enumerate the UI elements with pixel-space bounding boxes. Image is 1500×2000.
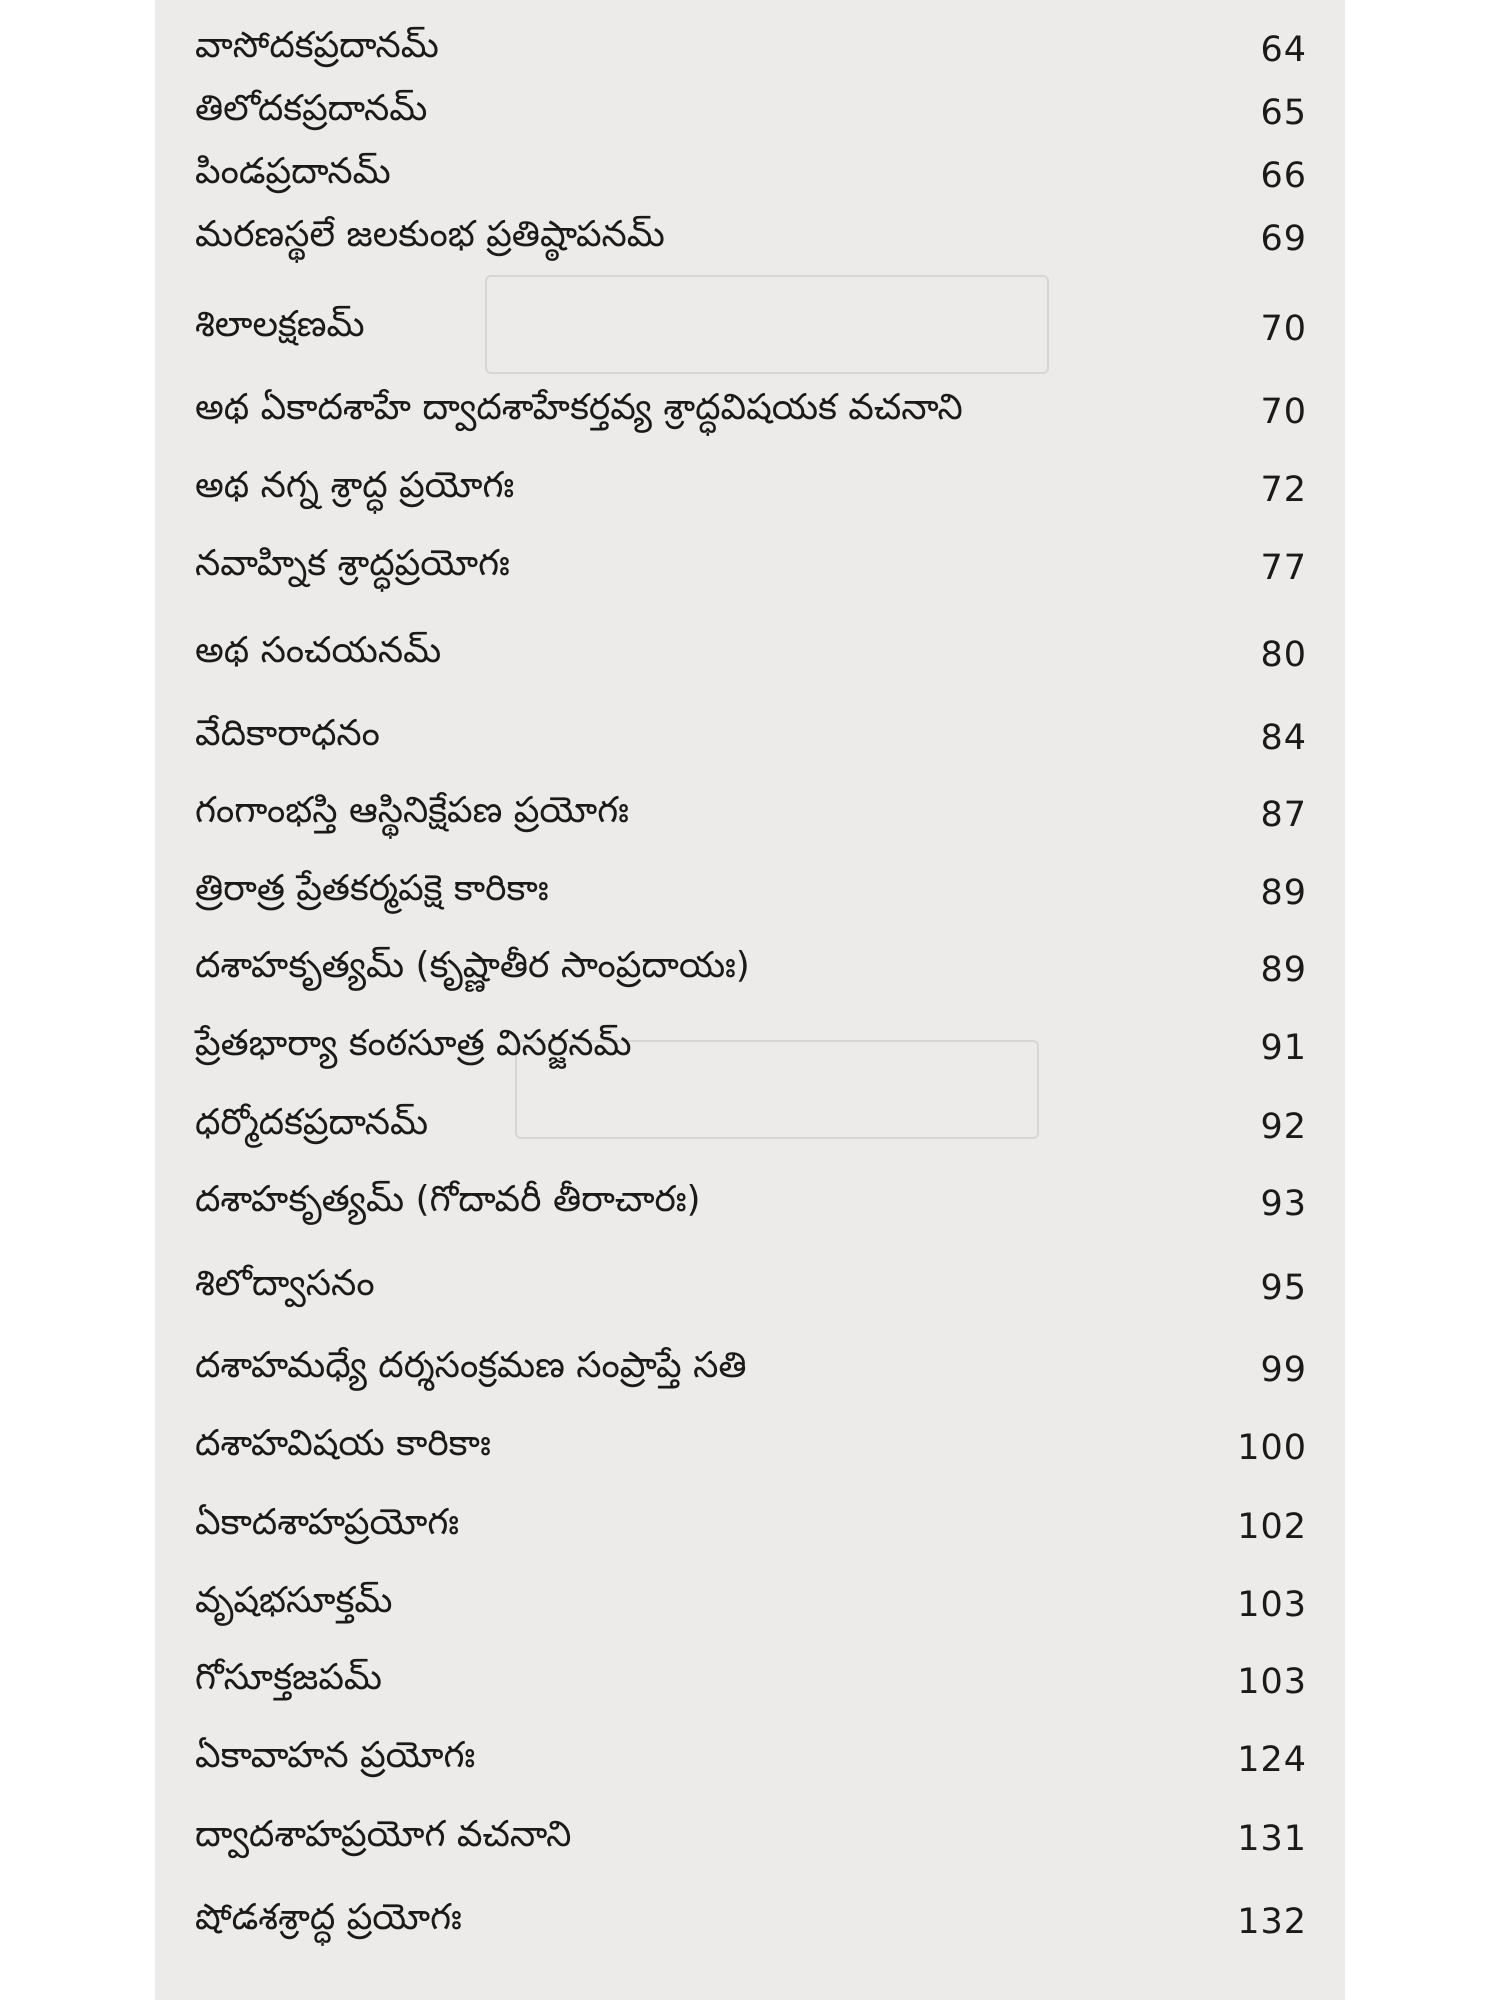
book-page: [155, 0, 1345, 2000]
toc-entry: [195, 1575, 1307, 1635]
toc-entry-page-number: 84: [1260, 718, 1307, 758]
toc-entry: [195, 1097, 1307, 1157]
toc-entry-page-number: 131: [1237, 1819, 1307, 1859]
toc-entry-page-number: 93: [1260, 1184, 1307, 1224]
toc-entry-title: దశాహమధ్యే దర్శసంక్రమణ సంప్రాప్తే సతి: [195, 1345, 747, 1386]
toc-entry: [195, 460, 1307, 520]
toc-entry-title: ఏకాదశాహప్రయోగః: [195, 1502, 460, 1543]
toc-entry: [195, 1892, 1307, 1952]
toc-entry: [195, 1258, 1307, 1318]
toc-entry: [195, 1730, 1307, 1790]
toc-entry: [195, 146, 1307, 206]
toc-entry-page-number: 95: [1260, 1268, 1307, 1308]
toc-entry-page-number: 124: [1237, 1740, 1307, 1780]
toc-entry-page-number: 77: [1260, 548, 1307, 588]
toc-entry-title: అథ ఏకాదశాహే ద్వాదశాహేకర్తవ్య శ్రాద్ధవిషయక వచనాని: [195, 387, 963, 428]
toc-entry: [195, 1340, 1307, 1400]
toc-entry: [195, 209, 1307, 269]
toc-entry-page-number: 89: [1260, 950, 1307, 990]
toc-entry: [195, 1809, 1307, 1869]
toc-entry: [195, 20, 1307, 80]
toc-entry-page-number: 72: [1260, 470, 1307, 510]
toc-entry-title: అథ సంచయనమ్: [195, 630, 442, 671]
toc-entry-title: ప్రేతభార్యా కంఠసూత్ర విసర్జనమ్: [195, 1023, 632, 1064]
toc-entry-title: వేదికారాధనం: [195, 713, 380, 754]
toc-entry-title: దశాహవిషయ కారికాః: [195, 1423, 491, 1464]
toc-entry-title: పిండప్రదానమ్: [195, 151, 391, 192]
toc-entry-page-number: 69: [1260, 219, 1307, 259]
toc-entry-title: ఏకావాహన ప్రయోగః: [195, 1735, 476, 1776]
toc-entry-page-number: 132: [1237, 1902, 1307, 1942]
toc-entry-title: తిలోదకప్రదానమ్: [195, 88, 428, 129]
toc-entry-page-number: 92: [1260, 1107, 1307, 1147]
toc-entry: [195, 1418, 1307, 1478]
toc-entry: [195, 625, 1307, 685]
toc-entry-title: శిలోద్వాసనం: [195, 1263, 375, 1304]
toc-entry-title: దశాహకృత్యమ్ (కృష్ణాతీర సాంప్రదాయః): [195, 945, 750, 986]
toc-entry-page-number: 103: [1237, 1585, 1307, 1625]
toc-entry-title: మరణస్థలే జలకుంభ ప్రతిష్ఠాపనమ్: [195, 214, 665, 255]
toc-entry-page-number: 103: [1237, 1662, 1307, 1702]
toc-entry-page-number: 100: [1237, 1428, 1307, 1468]
toc-entry: [195, 1174, 1307, 1234]
toc-entry-title: ద్వాదశాహప్రయోగ వచనాని: [195, 1814, 572, 1855]
toc-entry-page-number: 64: [1260, 30, 1307, 70]
toc-entry-page-number: 66: [1260, 156, 1307, 196]
toc-entry-title: దశాహకృత్యమ్ (గోదావరీ తీరాచారః): [195, 1179, 701, 1220]
toc-entry-title: గోసూక్తజపమ్: [195, 1657, 383, 1698]
toc-entry-title: త్రిరాత్ర ప్రేతకర్మపక్షె కారికాః: [195, 868, 549, 909]
toc-entry: [195, 863, 1307, 923]
toc-entry-page-number: 89: [1260, 873, 1307, 913]
toc-entry: [195, 382, 1307, 442]
toc-entry-title: ధర్మోదకప్రదానమ్: [195, 1102, 429, 1143]
toc-entry: [195, 538, 1307, 598]
toc-entry-page-number: 102: [1237, 1507, 1307, 1547]
toc-entry: [195, 785, 1307, 845]
toc-entry: [195, 299, 1307, 359]
toc-entry-page-number: 80: [1260, 635, 1307, 675]
toc-entry-page-number: 99: [1260, 1350, 1307, 1390]
toc-entry: [195, 1018, 1307, 1078]
toc-entry-title: వాసోదకప్రదానమ్: [195, 25, 439, 66]
toc-entry-title: వృషభసూక్తమ్: [195, 1580, 393, 1621]
toc-entry: [195, 1497, 1307, 1557]
toc-entry-page-number: 70: [1260, 392, 1307, 432]
toc-entry-page-number: 65: [1260, 93, 1307, 133]
toc-entry: [195, 940, 1307, 1000]
toc-entry-title: గంగాంభస్తి ఆస్థినిక్షేపణ ప్రయోగః: [195, 790, 629, 831]
toc-entry: [195, 708, 1307, 768]
toc-entry-page-number: 87: [1260, 795, 1307, 835]
toc-entry-title: అథ నగ్న శ్రాద్ధ ప్రయోగః: [195, 465, 515, 506]
toc-entry-page-number: 70: [1260, 309, 1307, 349]
toc-entry-title: నవాహ్నిక శ్రాద్ధప్రయోగః: [195, 543, 510, 584]
toc-entry: [195, 83, 1307, 143]
toc-entry-page-number: 91: [1260, 1028, 1307, 1068]
table-of-contents: [195, 0, 1307, 2000]
toc-entry-title: షోడశశ్రాద్ధ ప్రయోగః: [195, 1897, 462, 1938]
toc-entry-title: శిలాలక్షణమ్: [195, 304, 365, 345]
toc-entry: [195, 1652, 1307, 1712]
